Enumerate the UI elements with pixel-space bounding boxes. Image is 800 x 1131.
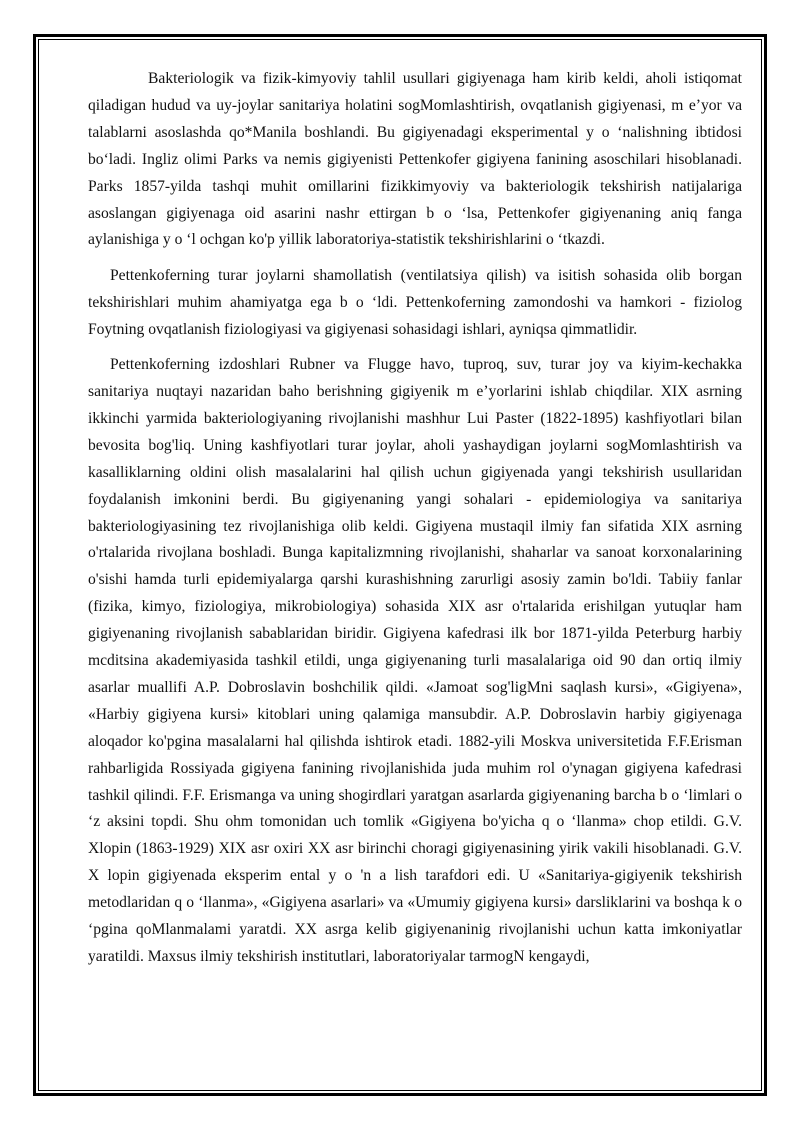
document-body bbox=[88, 66, 742, 979]
paragraph-1: Bakteriologik va fizik-kimyoviy tahlil usullari gigiyenaga ham kirib keldi, aholi istiqomat qiladigan hudud va uy-joylar sanitariya holatini sogMomlashtirish, ovqatlanish gigiyenasi, m e’yor va talablarni asoslashda qo*Manila boshlandi. Bu gigiyenadagi eksperimental y o ‘nalishning ibtidosi bo‘ladi. Ingliz olimi Parks va nemis gigiyenisti Pettenkofer gigiyena fanining asoschilari hisoblanadi. Parks 1857-yilda tashqi muhit omillarini fizikkimyoviy va bakteriologik tekshirish natijalariga asoslangan gigiyenaga oid asarini nashr ettirgan b o ‘lsa, Pettenkofer gigiyenaning aniq fanga aylanishiga y o ‘l ochgan ko'p yillik laboratoriya-statistik tekshirishlarini o ‘tkazdi. bbox=[88, 70, 742, 249]
paragraph-3: Pettenkoferning izdoshlari Rubner va Flugge havo, tuproq, suv, turar joy va kiyim-kechakka sanitariya nuqtayi nazaridan baho berishning gigiyenik m e’yorlarini ishlab chiqdilar. XIX asrning ikkinchi yarmida bakteriologiyaning rivojlanishi mashhur Lui Paster (1822-1895) kashfiyotlari bilan bevosita bog'liq. Uning kashfiyotlari turar joylar, aholi yashaydigan joylarni sogMomlashtirish va kasalliklarning oldini olish masalalarini hal qilish uchun gigiyenada yangi tekshirish usullaridan foydalanish imkonini berdi. Bu gigiyenaning yangi sohalari - epidemiologiya va sanitariya bakteriologiyasining tez rivojlanishiga olib keldi. Gigiyena mustaqil ilmiy fan sifatida XIX asrning o'rtalarida rivojlana boshladi. Bunga kapitalizmning rivojlanishi, shaharlar va sanoat korxonalarining o'sishi hamda turli epidemiyalarga qarshi kurashishning zarurligi asosiy zamin bo'ldi. Tabiiy fanlar (fizika, kimyo, fiziologiya, mikrobiologiya) sohasida XIX asr o'rtalarida erishilgan yutuqlar ham gigiyenaning rivojlanish sabablaridan biridir. Gigiyena kafedrasi ilk bor 1871-yilda Peterburg harbiy mcditsina akademiyasida tashkil etildi, unga gigiyenaning turli masalalariga oid 90 dan ortiq ilmiy asarlar muallifi A.P. Dobroslavin boshchilik qildi. «Jamoat sog'ligMni saqlash kursi», «Gigiyena», «Harbiy gigiyena kursi» kitoblari uning qalamiga mansubdir. A.P. Dobroslavin harbiy gigiyenaga aloqador ko'pgina masalalarni hal qilishda ishtirok etadi. 1882-yili Moskva universitetida F.F.Erisman rahbarligida Rossiyada gigiyena fanining rivojlanishida juda muhim rol o'ynagan gigiyena kafedrasi tashkil qilindi. F.F. Erismanga va uning shogirdlari yaratgan asarlarda gigiyenaning barcha b o ‘limlari o ‘z aksini topdi. Shu ohm tomonidan uch tomlik «Gigiyena bo'yicha q o ‘llanma» chop etildi. G.V. Xlopin (1863-1929) XIX asr oxiri XX asr birinchi choragi gigiyenasining yirik vakili hisoblanadi. G.V. X lopin gigiyenada eksperim ental y o 'n a lish tarafdori edi. U «Sanitariya-gigiyenik tekshirish metodlaridan q o ‘llanma», «Gigiyena asarlari» va «Umumiy gigiyena kursi» darsliklarini va boshqa k o ‘pgina qoMlanmalami yaratdi. XX asrga kelib gigiyenaninig rivojlanishi uchun katta imkoniyatlar yaratildi. Maxsus ilmiy tekshirish institutlari, laboratoriyalar tarmogN kengaydi, bbox=[88, 356, 742, 965]
paragraph-2: Pettenkoferning turar joylarni shamollatish (ventilatsiya qilish) va isitish sohasida olib borgan tekshirishlari muhim ahamiyatga ega b o ‘ldi. Pettenkoferning zamondoshi va hamkori - fiziolog Foytning ovqatlanish fiziologiyasi va gigiyenasi sohasidagi ishlari, ayniqsa qimmatlidir. bbox=[88, 266, 742, 338]
